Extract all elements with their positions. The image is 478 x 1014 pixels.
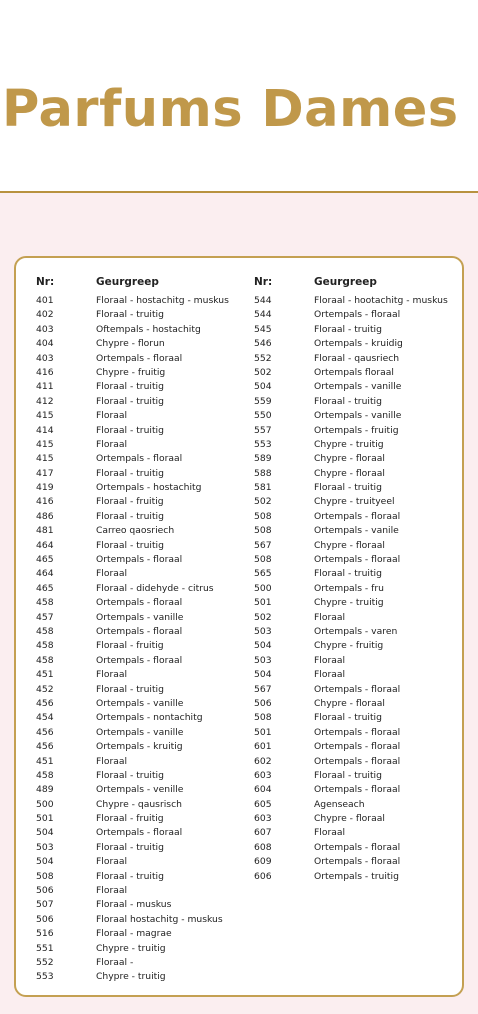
perfume-number: 602 bbox=[254, 755, 272, 767]
perfume-number: 454 bbox=[36, 712, 54, 724]
scent-group: Oftempals - hostachitg bbox=[96, 323, 201, 335]
table-row bbox=[254, 711, 448, 725]
scent-group: Floraal - fruitig bbox=[96, 813, 164, 825]
perfume-number: 501 bbox=[36, 813, 54, 825]
perfume-number: 417 bbox=[36, 467, 54, 479]
table-row bbox=[254, 438, 448, 452]
scent-group: Ortempals - truitig bbox=[314, 870, 399, 882]
scent-group: Ortempals - floraal bbox=[314, 683, 401, 695]
table-row bbox=[254, 424, 448, 438]
perfume-number: 506 bbox=[254, 697, 272, 709]
perfume-number: 486 bbox=[36, 510, 54, 522]
scent-group: Ortempals - vanille bbox=[96, 611, 184, 623]
table-row bbox=[36, 970, 229, 984]
table-row bbox=[36, 841, 229, 855]
perfume-number: 605 bbox=[254, 798, 272, 810]
perfume-number: 402 bbox=[36, 309, 54, 321]
table-row bbox=[36, 956, 229, 970]
perfume-number: 588 bbox=[254, 467, 272, 479]
table-row bbox=[254, 855, 448, 869]
perfume-number: 559 bbox=[254, 395, 272, 407]
table-row bbox=[254, 582, 448, 596]
perfume-number: 403 bbox=[36, 352, 54, 364]
table-row bbox=[36, 323, 229, 337]
perfume-number: 403 bbox=[36, 323, 54, 335]
table-row bbox=[36, 452, 229, 466]
scent-group: Floraal bbox=[96, 856, 128, 868]
table-row bbox=[36, 654, 229, 668]
table-row bbox=[36, 539, 229, 553]
perfume-number: 581 bbox=[254, 482, 272, 494]
perfume-number: 503 bbox=[254, 654, 272, 666]
scent-group: Floraal bbox=[314, 669, 346, 681]
table-row bbox=[254, 625, 448, 639]
perfume-number: 508 bbox=[254, 510, 272, 522]
scent-group: Ortempals - floraal bbox=[96, 453, 183, 465]
scent-group: Ortempals - fruitig bbox=[314, 424, 399, 436]
header bbox=[0, 0, 478, 192]
table-row bbox=[254, 510, 448, 524]
table-row bbox=[254, 337, 448, 351]
perfume-number: 500 bbox=[254, 582, 272, 594]
perfume-number: 567 bbox=[254, 683, 272, 695]
scent-group: Floraal - truitig bbox=[96, 309, 164, 321]
scent-group: Chypre - floraal bbox=[314, 453, 385, 465]
perfume-number: 550 bbox=[254, 410, 272, 422]
table-row bbox=[254, 539, 448, 553]
table-row bbox=[254, 380, 448, 394]
table-row bbox=[254, 870, 448, 884]
table-row bbox=[36, 366, 229, 380]
table-row bbox=[254, 395, 448, 409]
table-row bbox=[36, 567, 229, 581]
table-row bbox=[36, 812, 229, 826]
perfume-number: 458 bbox=[36, 769, 54, 781]
scent-group: Ortempals - floraal bbox=[314, 309, 401, 321]
table-row bbox=[36, 481, 229, 495]
perfume-number: 507 bbox=[36, 899, 54, 911]
left-column bbox=[36, 276, 229, 985]
table-row bbox=[254, 323, 448, 337]
perfume-number: 608 bbox=[254, 841, 272, 853]
scent-group: Floraal bbox=[96, 410, 128, 422]
scent-group: Ortempals - kruitig bbox=[96, 741, 183, 753]
scent-group: Floraal - bbox=[96, 956, 134, 968]
table-row bbox=[36, 683, 229, 697]
perfume-number: 502 bbox=[254, 611, 272, 623]
perfume-number: 504 bbox=[254, 640, 272, 652]
table-row bbox=[36, 409, 229, 423]
table-row bbox=[254, 352, 448, 366]
perfume-number: 489 bbox=[36, 784, 54, 796]
table-row bbox=[36, 611, 229, 625]
scent-group: Chypre - floraal bbox=[314, 539, 385, 551]
scent-group: Ortempals - floraal bbox=[96, 554, 183, 566]
scent-group: Floraal bbox=[314, 611, 346, 623]
perfume-number: 544 bbox=[254, 309, 272, 321]
scent-group: Ortempals - floraal bbox=[96, 827, 183, 839]
perfume-number: 502 bbox=[254, 366, 272, 378]
scent-group: Floraal - qausriech bbox=[314, 352, 400, 364]
scent-group: Ortempals - floraal bbox=[314, 741, 401, 753]
perfume-number: 465 bbox=[36, 554, 54, 566]
scent-group: Ortempals - floraal bbox=[96, 352, 183, 364]
right-column bbox=[254, 276, 448, 884]
table-row bbox=[36, 668, 229, 682]
table-row bbox=[254, 481, 448, 495]
table-row bbox=[36, 625, 229, 639]
perfume-number: 416 bbox=[36, 496, 54, 508]
scent-group: Floraal bbox=[96, 755, 128, 767]
table-row bbox=[36, 337, 229, 351]
perfume-number: 553 bbox=[36, 971, 54, 983]
perfume-number: 415 bbox=[36, 410, 54, 422]
right-rows bbox=[254, 294, 448, 884]
scent-group: Floraal - truitig bbox=[96, 424, 164, 436]
perfume-number: 458 bbox=[36, 597, 54, 609]
scent-group: Chypre - truitig bbox=[96, 942, 166, 954]
table-row bbox=[36, 352, 229, 366]
table-row bbox=[254, 769, 448, 783]
table-row bbox=[36, 755, 229, 769]
table-row bbox=[36, 380, 229, 394]
perfume-number: 553 bbox=[254, 438, 272, 450]
table-row bbox=[36, 553, 229, 567]
perfume-number: 502 bbox=[254, 496, 272, 508]
table-row bbox=[254, 567, 448, 581]
perfume-number: 458 bbox=[36, 640, 54, 652]
table-row bbox=[36, 294, 229, 308]
perfume-number: 546 bbox=[254, 338, 272, 350]
page-title: Parfums Dames bbox=[2, 80, 459, 139]
scent-group: Chypre - floraal bbox=[314, 467, 385, 479]
scent-group: Chypre - fruitig bbox=[96, 366, 166, 378]
perfume-number: 451 bbox=[36, 669, 54, 681]
scent-group: Floraal bbox=[96, 669, 128, 681]
perfume-number: 401 bbox=[36, 295, 54, 306]
table-row bbox=[36, 711, 229, 725]
perfume-number: 601 bbox=[254, 741, 272, 753]
perfume-number: 464 bbox=[36, 568, 54, 580]
perfume-list-card bbox=[14, 256, 464, 997]
scent-group: Ortempals - varen bbox=[314, 625, 398, 637]
perfume-number: 604 bbox=[254, 784, 272, 796]
perfume-number: 456 bbox=[36, 726, 54, 738]
scent-group: Floraal - truitig bbox=[96, 841, 164, 853]
table-row bbox=[36, 424, 229, 438]
table-row bbox=[254, 841, 448, 855]
scent-group: Floraal - truitig bbox=[96, 769, 164, 781]
table-row bbox=[254, 740, 448, 754]
perfume-number: 504 bbox=[254, 669, 272, 681]
table-row bbox=[36, 697, 229, 711]
perfume-number: 567 bbox=[254, 539, 272, 551]
scent-group: Floraal - truitig bbox=[96, 381, 164, 393]
scent-group: Floraal - truitig bbox=[314, 395, 382, 407]
perfume-number: 506 bbox=[36, 885, 54, 897]
scent-group: Floraal bbox=[96, 438, 128, 450]
table-row bbox=[254, 467, 448, 481]
scent-group: Chypre - truitig bbox=[96, 971, 166, 983]
table-row bbox=[254, 308, 448, 322]
perfume-number: 589 bbox=[254, 453, 272, 465]
scent-group: Ortempals - floraal bbox=[96, 625, 183, 637]
table-row bbox=[254, 683, 448, 697]
table-row bbox=[36, 524, 229, 538]
table-row bbox=[254, 553, 448, 567]
left-column-header bbox=[36, 276, 229, 292]
scent-group: Ortempals - floraal bbox=[314, 510, 401, 522]
scent-group: Floraal - truitig bbox=[96, 539, 164, 551]
table-row bbox=[36, 395, 229, 409]
perfume-number: 508 bbox=[254, 554, 272, 566]
perfume-number: 508 bbox=[254, 712, 272, 724]
scent-group: Floraal - truitig bbox=[314, 323, 382, 335]
perfume-number: 458 bbox=[36, 654, 54, 666]
scent-group: Carreo qaosriech bbox=[96, 525, 175, 537]
right-column-header bbox=[254, 276, 448, 292]
table-row bbox=[36, 826, 229, 840]
scent-group: Floraal - truitig bbox=[314, 769, 382, 781]
table-row bbox=[254, 798, 448, 812]
perfume-number: 501 bbox=[254, 726, 272, 738]
nr-header: Nr: bbox=[254, 276, 273, 288]
table-row bbox=[254, 654, 448, 668]
table-row bbox=[254, 668, 448, 682]
scent-group-header: Geurgreep bbox=[96, 276, 159, 288]
scent-group: Floraal - truitig bbox=[96, 870, 164, 882]
table-row bbox=[254, 812, 448, 826]
perfume-number: 452 bbox=[36, 683, 54, 695]
scent-group: Floraal - truitig bbox=[96, 510, 164, 522]
scent-group: Ortempals - floraal bbox=[314, 554, 401, 566]
perfume-number: 481 bbox=[36, 525, 54, 537]
table-row bbox=[254, 726, 448, 740]
table-row bbox=[36, 596, 229, 610]
perfume-number: 415 bbox=[36, 438, 54, 450]
table-row bbox=[36, 870, 229, 884]
perfume-number: 451 bbox=[36, 755, 54, 767]
perfume-number: 545 bbox=[254, 323, 272, 335]
perfume-number: 504 bbox=[36, 827, 54, 839]
table-row bbox=[36, 898, 229, 912]
perfume-number: 414 bbox=[36, 424, 54, 436]
scent-group: Ortempals - vanille bbox=[314, 410, 402, 422]
perfume-number: 609 bbox=[254, 856, 272, 868]
perfume-number: 415 bbox=[36, 453, 54, 465]
perfume-number: 544 bbox=[254, 295, 272, 306]
table-row bbox=[36, 438, 229, 452]
scent-group: Ortempals - fru bbox=[314, 582, 385, 594]
perfume-number: 603 bbox=[254, 813, 272, 825]
scent-group: Floraal - truitig bbox=[96, 395, 164, 407]
table-row bbox=[36, 495, 229, 509]
scent-group: Ortempals - vanille bbox=[96, 697, 184, 709]
left-rows bbox=[36, 294, 229, 985]
table-row bbox=[36, 783, 229, 797]
perfume-number: 464 bbox=[36, 539, 54, 551]
table-row bbox=[254, 294, 448, 308]
perfume-number: 419 bbox=[36, 482, 54, 494]
scent-group: Floraal hostachitg - muskus bbox=[96, 913, 223, 925]
scent-group: Ortempals - kruidig bbox=[314, 338, 403, 350]
perfume-number: 456 bbox=[36, 697, 54, 709]
table-row bbox=[254, 596, 448, 610]
scent-group: Floraal - didehyde - citrus bbox=[96, 582, 214, 594]
perfume-number: 607 bbox=[254, 827, 272, 839]
perfume-number: 552 bbox=[36, 956, 54, 968]
nr-header: Nr: bbox=[36, 276, 55, 288]
scent-group: Floraal bbox=[314, 654, 346, 666]
scent-group: Chypre - florun bbox=[96, 338, 165, 350]
table-row bbox=[254, 495, 448, 509]
perfume-number: 500 bbox=[36, 798, 54, 810]
scent-group: Ortempals - floraal bbox=[314, 784, 401, 796]
perfume-number: 456 bbox=[36, 741, 54, 753]
table-row bbox=[36, 582, 229, 596]
perfume-number: 503 bbox=[254, 625, 272, 637]
perfume-number: 458 bbox=[36, 625, 54, 637]
scent-group: Ortempals - venille bbox=[96, 784, 184, 796]
table-row bbox=[36, 740, 229, 754]
perfume-number: 565 bbox=[254, 568, 272, 580]
perfume-number: 503 bbox=[36, 841, 54, 853]
scent-group: Floraal - magrae bbox=[96, 928, 172, 940]
scent-group: Chypre - qausrisch bbox=[96, 798, 182, 810]
table-row bbox=[36, 855, 229, 869]
table-row bbox=[254, 452, 448, 466]
scent-group: Ortempals - floraal bbox=[314, 755, 401, 767]
table-row bbox=[36, 913, 229, 927]
perfume-number: 504 bbox=[36, 856, 54, 868]
scent-group: Ortempals - vanille bbox=[96, 726, 184, 738]
scent-group: Chypre - truitig bbox=[314, 597, 384, 609]
scent-group: Chypre - floraal bbox=[314, 813, 385, 825]
scent-group: Floraal bbox=[314, 827, 346, 839]
perfume-number: 465 bbox=[36, 582, 54, 594]
perfume-number: 552 bbox=[254, 352, 272, 364]
perfume-number: 412 bbox=[36, 395, 54, 407]
table-row bbox=[254, 826, 448, 840]
scent-group: Ortempals - hostachitg bbox=[96, 482, 202, 494]
perfume-number: 516 bbox=[36, 928, 54, 940]
perfume-number: 506 bbox=[36, 913, 54, 925]
scent-group: Ortempals - vanille bbox=[314, 381, 402, 393]
perfume-number: 457 bbox=[36, 611, 54, 623]
scent-group: Ortempals - floraal bbox=[96, 654, 183, 666]
table-row bbox=[36, 942, 229, 956]
scent-group: Floraal - truitig bbox=[96, 683, 164, 695]
table-row bbox=[36, 467, 229, 481]
scent-group: Floraal - fruitig bbox=[96, 496, 164, 508]
scent-group: Floraal - muskus bbox=[96, 899, 172, 911]
scent-group: Chypre - truityeel bbox=[314, 496, 395, 508]
table-row bbox=[254, 611, 448, 625]
scent-group: Floraal - truitig bbox=[96, 467, 164, 479]
table-row bbox=[254, 697, 448, 711]
scent-group: Floraal bbox=[96, 885, 128, 897]
table-row bbox=[36, 884, 229, 898]
scent-group: Ortempals - floraal bbox=[314, 856, 401, 868]
scent-group: Floraal - fruitig bbox=[96, 640, 164, 652]
table-row bbox=[36, 927, 229, 941]
table-row bbox=[36, 510, 229, 524]
perfume-number: 504 bbox=[254, 381, 272, 393]
scent-group: Floraal - truitig bbox=[314, 568, 382, 580]
table-row bbox=[36, 308, 229, 322]
scent-group: Ortempals - nontachitg bbox=[96, 712, 203, 724]
table-row bbox=[36, 726, 229, 740]
scent-group: Ortempals floraal bbox=[314, 366, 394, 378]
scent-group: Chypre - truitig bbox=[314, 438, 384, 450]
perfume-number: 501 bbox=[254, 597, 272, 609]
scent-group: Ortempals - floraal bbox=[314, 726, 401, 738]
scent-group: Floraal - hootachitg - muskus bbox=[314, 295, 448, 306]
scent-group: Floraal - hostachitg - muskus bbox=[96, 295, 229, 306]
scent-group: Agenseach bbox=[314, 798, 365, 810]
scent-group: Floraal - truitig bbox=[314, 712, 382, 724]
table-row bbox=[254, 366, 448, 380]
perfume-number: 551 bbox=[36, 942, 54, 954]
table-row bbox=[36, 769, 229, 783]
perfume-number: 603 bbox=[254, 769, 272, 781]
table-row bbox=[254, 524, 448, 538]
scent-group: Ortempals - vanile bbox=[314, 525, 399, 537]
perfume-number: 508 bbox=[36, 870, 54, 882]
scent-group: Ortempals - floraal bbox=[96, 597, 183, 609]
perfume-number: 606 bbox=[254, 870, 272, 882]
perfume-number: 404 bbox=[36, 338, 54, 350]
table-row bbox=[254, 409, 448, 423]
perfume-number: 411 bbox=[36, 381, 54, 393]
table-row bbox=[36, 798, 229, 812]
table-row bbox=[36, 639, 229, 653]
perfume-number: 557 bbox=[254, 424, 272, 436]
scent-group-header: Geurgreep bbox=[314, 276, 377, 288]
scent-group: Floraal bbox=[96, 568, 128, 580]
scent-group: Ortempals - floraal bbox=[314, 841, 401, 853]
table-row bbox=[254, 783, 448, 797]
table-row bbox=[254, 755, 448, 769]
scent-group: Chypre - fruitig bbox=[314, 640, 384, 652]
table-row bbox=[254, 639, 448, 653]
scent-group: Floraal - truitig bbox=[314, 482, 382, 494]
perfume-number: 416 bbox=[36, 366, 54, 378]
scent-group: Chypre - floraal bbox=[314, 697, 385, 709]
perfume-number: 508 bbox=[254, 525, 272, 537]
